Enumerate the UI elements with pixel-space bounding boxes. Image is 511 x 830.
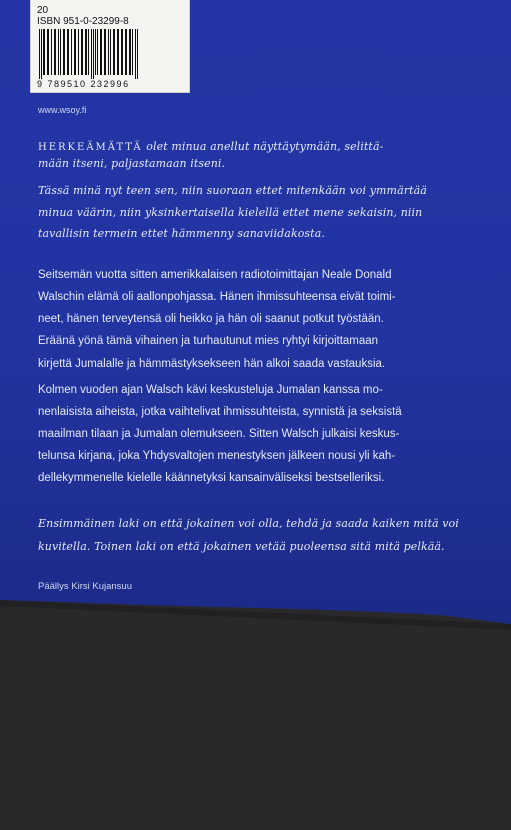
barcode-bar (137, 29, 138, 79)
barcode-bar (110, 29, 111, 75)
body-line-8: maailman tilaan ja Jumalan olemukseen. Sitten Walsch julkaisi keskus- (38, 428, 400, 440)
barcode-bar (113, 29, 115, 75)
intro-line-3: Tässä minä nyt teen sen, niin suoraan ettet mitenkään voi ymmärtää (38, 184, 427, 197)
barcode-bar (54, 29, 56, 75)
barcode-bar (81, 29, 83, 75)
barcode-bar (43, 29, 45, 75)
quote-line-2: kuvitella. Toinen laki on että jokainen vetää puoleensa sitä mitä pelkää. (38, 540, 445, 553)
body-line-9: telunsa kirjana, joka Yhdysvaltojen menestyksen jälkeen nousi yli kah- (38, 450, 396, 462)
body-line-3: neet, hänen terveytensä oli heikko ja hän oli saanut potkut työstään. (38, 313, 384, 325)
barcode-bar (125, 29, 127, 75)
barcode-bar (74, 29, 76, 75)
barcode-bar (91, 29, 92, 79)
barcode-bar (60, 29, 61, 75)
barcode-bar (117, 29, 119, 75)
barcode-bar (95, 29, 96, 75)
barcode-bar (41, 29, 42, 79)
barcode-bar (132, 29, 133, 75)
intro-line-4: minua väärin, niin yksinkertaisella kielellä ettet mene sekaisin, niin (38, 206, 423, 219)
barcode-bar (85, 29, 87, 75)
price-code: 20 (37, 5, 49, 16)
barcode-bar (71, 29, 72, 75)
body-line-5: kirjettä Jumalalle ja hämmästyksekseen hän alkoi saada vastauksia. (38, 358, 386, 370)
barcode-bar (47, 29, 49, 75)
barcode-label (30, 0, 190, 93)
barcode-bar (78, 29, 79, 75)
barcode-bar (129, 29, 131, 75)
body-line-4: Eräänä yönä tämä vihainen ja turhautunut mies ryhtyi kirjoittamaan (38, 335, 379, 347)
intro-line-1 (38, 140, 383, 153)
ean-number: 9 789510 232996 (37, 79, 130, 89)
body-line-7: nenlaisista aiheista, jotka vaihtelivat ihmissuhteista, synnistä ja seksistä (38, 406, 402, 418)
barcode-bar (108, 29, 109, 75)
barcode-bar (104, 29, 106, 75)
barcode-bar (100, 29, 102, 75)
barcode-bar (58, 29, 59, 75)
intro-line-2: mään itseni, paljastamaan itseni. (38, 157, 226, 170)
barcode-bar (97, 29, 98, 75)
barcode-bar (88, 29, 89, 75)
publisher-website: www.wsoy.fi (38, 105, 87, 115)
barcode-bar (67, 29, 69, 75)
barcode-bar (121, 29, 123, 75)
intro-line-text: olet minua anellut näyttäytymään, selittä- (146, 140, 384, 153)
isbn-number: ISBN 951-0-23299-8 (37, 16, 129, 27)
barcode-bar (93, 29, 94, 79)
quote-line-1: Ensimmäinen laki on että jokainen voi olla, tehdä ja saada kaiken mitä voi (38, 517, 459, 530)
body-line-1: Seitsemän vuotta sitten amerikkalaisen radiotoimittajan Neale Donald (38, 269, 392, 281)
mountain-silhouette (0, 600, 511, 830)
barcode-bar (135, 29, 136, 79)
barcode-bar (39, 29, 40, 79)
body-line-10: dellekymmenelle kielelle käännetyksi kansainväliseksi bestselleriksi. (38, 472, 385, 484)
intro-line-5: tavallisin termein ettet hämmenny sanaviidakosta. (38, 227, 325, 240)
barcode-bar (51, 29, 52, 75)
barcode-bar (63, 29, 65, 75)
intro-caps-word: HERKEÄMÄTTÄ (38, 142, 143, 153)
cover-design-credit: Päällys Kirsi Kujansuu (38, 581, 132, 592)
body-line-6: Kolmen vuoden ajan Walsch kävi keskusteluja Jumalan kanssa mo- (38, 384, 383, 396)
body-line-2: Walschin elämä oli aallonpohjassa. Hänen ihmissuhteensa eivät toimi- (38, 291, 396, 303)
barcode-bars (37, 29, 183, 79)
